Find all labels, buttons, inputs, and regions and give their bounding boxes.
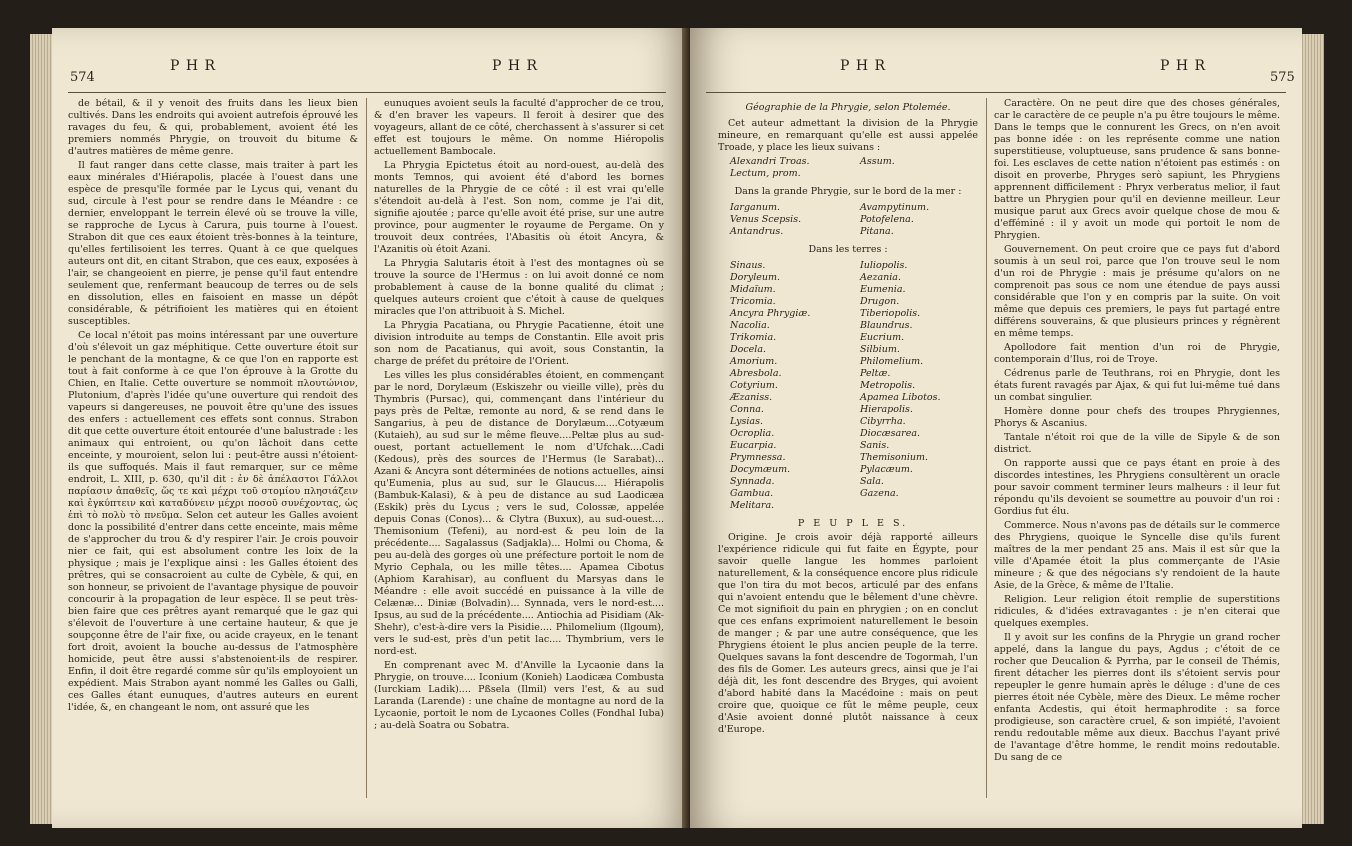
- paragraph: La Phrygia Epictetus étoit au nord-ouest, au-delà des monts Temnos, qui avoient été d'abord les bornes naturelles de la Phrygie de ce côté : il est vrai qu'elle s'étendoit au-delà à l'est. Son nom, comme je l'ai dit, signifie ajoutée ; parce qu'elle avoit été prise, sur une autre province, pour augmenter le royaume de Pergame. On y trouvoit deux contrées, l'Abasitis où étoit Ancyra, & l'Azanitis où étoit Azani.: [374, 160, 664, 255]
- place-name: Synnada.: [730, 476, 775, 487]
- place-list: [718, 260, 978, 512]
- header-rule: [68, 92, 666, 93]
- place-name: Potofelena.: [860, 214, 914, 225]
- text-column-right: [374, 98, 664, 734]
- place-name: Philomelium.: [860, 356, 924, 367]
- place-name: Alexandri Troas.: [730, 156, 810, 167]
- place-name: Midaïum.: [730, 284, 776, 295]
- place-name: Ocroplia.: [730, 428, 775, 439]
- list-row: [718, 416, 978, 428]
- paragraph: Commerce. Nous n'avons pas de détails sur le commerce des Phrygiens, quoique le Syncelle dise qu'ils furent maîtres de la mer pendant 25 ans. Mais il est sûr que la ville d'Apamée étoit la plus commerçante de l'Asie mineure ; & que des négocians s'y rendoient de la haute Asie, de la Grèce, & même de l'Italie.: [994, 520, 1280, 591]
- place-name: Gazena.: [860, 488, 899, 499]
- place-name: Venus Scepsis.: [730, 214, 802, 225]
- place-name: Pitana.: [860, 226, 894, 237]
- page-number: 575: [1270, 70, 1295, 85]
- list-row: [718, 464, 978, 476]
- paragraph: Religion. Leur religion étoit remplie de superstitions ridicules, & d'idées extravagantes : je n'en citerai que quelques exemples.: [994, 594, 1280, 629]
- paragraph: Il faut ranger dans cette classe, mais traiter à part les eaux minérales d'Hiérapolis, placée à l'ouest dans une espèce de presqu'île formée par le Lycus qui, venant du sud, circule à l'est pour se rendre dans le Méandre : ce dernier, enveloppant le terrein élevé où se trouve la ville, se rapproche de Lycus à Carura, puis tourne à l'ouest. Strabon dit que ces eaux étoient très-bonnes à la teinture, qu'elles fertilisoient les terres. Quant à ce que quelques auteurs ont dit, en citant Strabon, que ces eaux, exposées à l'air, se changeoient en pierre, je pense qu'il faut entendre seulement que, renfermant beaucoup de terres ou de sels en dissolution, elles en faisoient en masse un dépôt considérable, & pétrifioient les matières qui en étoient susceptibles.: [68, 160, 358, 327]
- section-title: Géographie de la Phrygie, selon Ptolemée.: [745, 102, 951, 113]
- paragraph: Caractère. On ne peut dire que des choses générales, car le caractère de ce peuple n'a pu être toujours le même. Dans le temps que le connurent les Grecs, on n'en avoit pas bonne idée : on les représente comme une nation superstitieuse, voluptueuse, sans prudence & sans bonne-foi. Les esclaves de cette nation n'étoient pas estimés : on disoit en proverbe, Phryges serò sapiunt, les Phrygiens apprennent difficilement : Phryx verberatus melior, il faut battre un Phrygien pour qu'il en devienne meilleur. Leur musique parut aux Grecs avoir quelque chose de mou & d'efféminé : il y avoit un mode qui portoit le nom de Phrygien.: [994, 98, 1280, 241]
- place-name: Drugon.: [860, 296, 900, 307]
- paragraph: Apollodore fait mention d'un roi de Phrygie, contemporain d'Ilus, roi de Troye.: [994, 342, 1280, 365]
- list-row: [718, 344, 978, 356]
- place-name: Amorium.: [730, 356, 778, 367]
- right-page: [690, 28, 1302, 828]
- paragraph: La Phrygia Pacatiana, ou Phrygie Pacatienne, étoit une division introduite au temps de Constantin. Elle avoit pris son nom de Pacatianus, qui avoit, sous Constantin, la charge de préfet du prétoire de l'Orient.: [374, 320, 664, 367]
- page-edges-left: [30, 34, 52, 824]
- header-rule: [706, 92, 1286, 93]
- list-row: [718, 296, 978, 308]
- list-row: [718, 368, 978, 380]
- column-divider: [366, 98, 367, 798]
- place-name: Diocæsarea.: [860, 428, 921, 439]
- paragraph: Cédrenus parle de Teuthrans, roi en Phrygie, dont les états furent ravagés par Ajax, & qui fut lui-même tué dans un combat singulier.: [994, 368, 1280, 403]
- list-heading: Dans les terres :: [808, 244, 888, 255]
- left-page: [52, 28, 690, 828]
- list-row: [718, 308, 978, 320]
- paragraph: Les villes les plus considérables étoient, en commençant par le nord, Dorylæum (Eskiszehr ou vieille ville), près du Thymbris (Pursac), qui, commençant dans l'intérieur du pays près de Peltæ, remonte au nord, & se rend dans le Sangarius, à peu de distance de Dorylæum....Cotyæum (Kutaieh), au sud sur le même fleuve....Peltæ plus au sud-ouest, portant actuellement le nom d'Ufchak....Cadi (Kedous), près des sources de l'Hermus (le Sarabat)... Azani & Ancyra sont déterminées de notions actuelles, ainsi qu'Eumenia, plus au sud, sur le Glaucus.... Hiérapolis (Bambuk-Kalasi), & à peu de distance au sud Laodicæa (Eskik) près du Lycus ; vers le sud, Colossæ, appelée depuis Conas (Conos)... & Clytra (Buxux), au sud-ouest.... Themisonium (Tefeni), au nord-est & peu loin de la précédente.... Sagalassus (Sadjakla)... Holmi ou Choma, & peu au-delà des gorges où une préfecture portoit le nom de Myrio Cephala, ou les mille têtes.... Apamea Cibotus (Aphiom Karahisar), au confluent du Marsyas dans le Méandre : elle avoit succédé en puissance à la ville de Celænæ... Diniæ (Bolvadin)... Synnada, vers le nord-est.... Ipsus, au sud de la précédente.... Antiochia ad Pisidiam (Ak-Shehr), c'est-à-dire vers la Pisidie.... Philomelium (Ilgoum), vers le sud-est, près d'un petit lac.... Thymbrium, vers le nord-est.: [374, 370, 664, 657]
- list-row: [718, 500, 978, 512]
- place-name: Iuliopolis.: [860, 260, 908, 271]
- place-name: Doryleum.: [730, 272, 781, 283]
- place-name: Peltæ.: [860, 368, 891, 379]
- place-name: [848, 168, 978, 180]
- paragraph: Cet auteur admettant la division de la Phrygie mineure, en remarquant qu'elle est aussi appelée Troade, y place les lieux suivans :: [718, 118, 978, 153]
- place-name: Hierapolis.: [860, 404, 913, 415]
- list-row: [718, 284, 978, 296]
- place-name: Lectum, prom.: [730, 168, 801, 179]
- place-name: Ancyra Phrygiæ.: [730, 308, 811, 319]
- text-column-left: [68, 98, 358, 716]
- place-name: Eucrium.: [860, 332, 905, 343]
- running-head: P H R: [840, 58, 887, 74]
- place-name: Trikomia.: [730, 332, 777, 343]
- place-name: Sanis.: [860, 440, 890, 451]
- text-column-right: [994, 98, 1280, 766]
- place-name: Lysias.: [730, 416, 763, 427]
- list-row: [718, 488, 978, 500]
- place-name: Sala.: [860, 476, 884, 487]
- running-head: P H R: [1160, 58, 1207, 74]
- paragraph: On rapporte aussi que ce pays étant en proie à des discordes intestines, les Phrygiens consultèrent un oracle pour savoir comment terminer leurs malheurs : il leur fut répondu qu'ils devoient se soumettre au pouvoir d'un roi : Gordius fut élu.: [994, 458, 1280, 517]
- list-row: [718, 452, 978, 464]
- place-name: Pylacæum.: [860, 464, 913, 475]
- place-name: Metropolis.: [860, 380, 916, 391]
- place-list: [718, 156, 978, 180]
- place-name: Sinaus.: [730, 260, 766, 271]
- place-name: Apamea Libotos.: [860, 392, 941, 403]
- place-name: Assum.: [860, 156, 895, 167]
- paragraph: Tantale n'étoit roi que de la ville de Sipyle & de son district.: [994, 432, 1280, 455]
- list-heading: Dans la grande Phrygie, sur le bord de la mer :: [734, 186, 962, 197]
- place-name: Avampytinum.: [860, 202, 930, 213]
- paragraph: La Phrygia Salutaris étoit à l'est des montagnes où se trouve la source de l'Hermus : on lui avoit donné ce nom probablement à cause de la bonne qualité du climat ; quelques auteurs croient que c'étoit à cause de quelques miracles que l'on attribuoit à S. Michel.: [374, 258, 664, 317]
- place-name: Nacolia.: [730, 320, 770, 331]
- paragraph: Origine. Je crois avoir déjà rapporté ailleurs l'expérience ridicule qui fut faite en Égypte, pour savoir quelle langue les hommes parloient naturellement, & la conséquence encore plus ridicule que l'on tira du mot becos, articulé par des enfans qui n'avoient entendu que le bêlement d'une chèvre. Ce mot signifioit du pain en phrygien ; on en conclut que ces enfans exprimoient naturellement le besoin de manger ; & par une autre conséquence, que les Phrygiens étoient le plus ancien peuple de la terre. Quelques savans la font descendre de Togormah, l'un des fils de Gomer. Les auteurs grecs, ainsi que je l'ai déjà dit, les font descendre des Bryges, qui avoient d'abord habité dans la Macédoine : mais on peut croire que, quoique ce fût le même peuple, ceux d'Asie avoient donné plutôt naissance à ceux d'Europe.: [718, 532, 978, 735]
- place-name: Blaundrus.: [860, 320, 913, 331]
- list-row: [718, 226, 978, 238]
- place-name: Prymnessa.: [730, 452, 786, 463]
- list-row: [718, 272, 978, 284]
- place-name: Themisonium.: [860, 452, 929, 463]
- list-row: [718, 156, 978, 168]
- running-head: P H R: [170, 58, 217, 74]
- place-name: Docela.: [730, 344, 767, 355]
- place-name: Melitara.: [730, 500, 775, 511]
- list-row: [718, 356, 978, 368]
- paragraph: Il y avoit sur les confins de la Phrygie un grand rocher appelé, dans la langue du pays, Agdus ; c'étoit de ce rocher que Deucalion & Pyrrha, par le conseil de Thémis, firent détacher les pierres dont ils s'étoient servis pour repeupler le genre humain après le déluge : d'une de ces pierres étoit née Cybèle, mère des Dieux. Le même rocher enfanta Acdestis, qui étoit hermaphrodite : sa force prodigieuse, son caractère cruel, & son impiété, l'avoient rendu redoutable même aux dieux. Bacchus l'ayant privé de l'avantage d'être homme, le rendit moins redoutable. Du sang de ce: [994, 632, 1280, 763]
- list-row: [718, 320, 978, 332]
- paragraph: eunuques avoient seuls la faculté d'approcher de ce trou, & d'en braver les vapeurs. Il feroit à desirer que des voyageurs, allant de ce côté, cherchassent à s'assurer si cet effet est toujours le même. On nomme Hiéropolis actuellement Bambocale.: [374, 98, 664, 157]
- text-column-left: [718, 98, 978, 738]
- list-row: [718, 476, 978, 488]
- list-row: [718, 392, 978, 404]
- place-name: Tricomia.: [730, 296, 776, 307]
- place-name: Cibyrrha.: [860, 416, 906, 427]
- paragraph: Ce local n'étoit pas moins intéressant par une ouverture d'où s'élevoit un gaz méphitique. Cette ouverture étoit sur le penchant de la montagne, & ce que l'on en rapporte est tout à fait conforme à ce que l'on éprouve à la Grotte du Chien, en Italie. Cette ouverture se nommoit πλουτώνιον, Plutonium, d'après l'idée qu'une ouverture qui rendoit des vapeurs si dangereuses, ne pouvoit être qu'une des issues des enfers : actuellement ces effets sont connus. Strabon dit que cette ouverture étoit entourée d'une balustrade : les animaux qui entroient, ou qu'on lâchoit dans cette enceinte, y mouroient, selon lui : peut-être aussi n'étoient-ils que suffoqués. Mais il faut remarquer, sur ce même endroit, L. XIII, p. 630, qu'il dit : ἐν δὲ ἀπέλαστοι Γάλλοι παρίασιν ἀπαθεῖς, ὥς τε καὶ μέχρι τοῦ στομίου πλησιάζειν καὶ ἐγκύπτειν καὶ καταδύνειν μέχρι ποσοῦ συνέχοντας, ὡς ἐπὶ τὸ πολὺ τὸ πνεῦμα. Selon cet auteur les Galles avoient donc la possibilité d'entrer dans cette enceinte, mais même de s'approcher du trou & d'y respirer l'air. Je crois pouvoir nier ce fait, qui est absolument contre les loix de la physique ; mais je l'explique ainsi : les Galles étoient des prêtres, qui se consacroient au culte de Cybèle, & qui, en son honneur, se privoient de l'avantage physique de pouvoir concourir à la propagation de leur espèce. Il se peut très-bien faire que ces prêtres ayant remarqué que le gaz qui s'élevoit de l'ouverture à une certaine hauteur, & que je soupçonne être de l'air fixe, ou acide crayeux, en le tenant fort droit, avoient la bouche au-dessus de l'atmosphère homicide, peut être aussi s'abstenoient-ils de respirer. Enfin, il doit être regardé comme sûr qu'ils employoient un expédient. Mais Strabon ayant nommé les Galles ou Galli, ces Galles étant eunuques, d'autres auteurs en eurent l'idée, &, en changeant le nom, ont assuré que les: [68, 330, 358, 713]
- paragraph: Homère donne pour chefs des troupes Phrygiennes, Phorys & Ascanius.: [994, 406, 1280, 429]
- list-row: [718, 332, 978, 344]
- list-row: [718, 168, 978, 180]
- place-name: Aezania.: [860, 272, 901, 283]
- place-name: Cotyrium.: [730, 380, 778, 391]
- list-row: [718, 404, 978, 416]
- running-head: P H R: [492, 58, 539, 74]
- list-row: [718, 428, 978, 440]
- paragraph: En comprenant avec M. d'Anville la Lycaonie dans la Phrygie, on trouve.... Iconium (Konieh) Laodicæa Combusta (Iurckiam Ladik).... Pßsela (Ilmil) vers l'est, & au sud Laranda (Larende) : une chaîne de montagne au nord de la Lycaonie, portoit le nom de Lycaones Colles (Fondhal Iuba) ; au-delà Soatra ou Sobatra.: [374, 660, 664, 731]
- place-name: [848, 500, 978, 512]
- list-row: [718, 440, 978, 452]
- body-text: [718, 532, 978, 736]
- paragraph: Gouvernement. On peut croire que ce pays fut d'abord soumis à un seul roi, parce que l'on trouve seul le nom d'un roi de Phrygie : mais je présume qu'alors on ne comprenoit pas sous ce nom une étendue de pays aussi considérable que l'on y en compris par la suite. On voit même que depuis ces premiers, le pays fut partagé entre différens souverains, & que plusieurs princes y régnèrent en même temps.: [994, 244, 1280, 339]
- place-name: Antandrus.: [730, 226, 784, 237]
- place-name: Gambua.: [730, 488, 774, 499]
- place-name: Iarganum.: [730, 202, 780, 213]
- place-name: Abresbola.: [730, 368, 782, 379]
- list-row: [718, 380, 978, 392]
- list-row: [718, 202, 978, 214]
- place-name: Eucarpia.: [730, 440, 777, 451]
- page-edges-right: [1302, 34, 1324, 824]
- list-row: [718, 260, 978, 272]
- list-row: [718, 214, 978, 226]
- column-divider: [986, 98, 987, 798]
- place-name: Tiberiopolis.: [860, 308, 921, 319]
- paragraph: de bétail, & il y venoit des fruits dans les lieux bien cultivés. Dans les endroits qui avoient autrefois éprouvé les ravages du feu, & qui, probablement, avoient été les premiers nommés Phrygie, on trouvoit du bitume & d'autres matières de même genre.: [68, 98, 358, 157]
- place-list: [718, 202, 978, 238]
- place-name: Silbium.: [860, 344, 900, 355]
- place-name: Eumenia.: [860, 284, 906, 295]
- page-number: 574: [70, 70, 95, 85]
- place-name: Æzaniss.: [730, 392, 773, 403]
- place-name: Conna.: [730, 404, 764, 415]
- section-title: P E U P L E S.: [797, 518, 909, 529]
- place-name: Docymæum.: [730, 464, 791, 475]
